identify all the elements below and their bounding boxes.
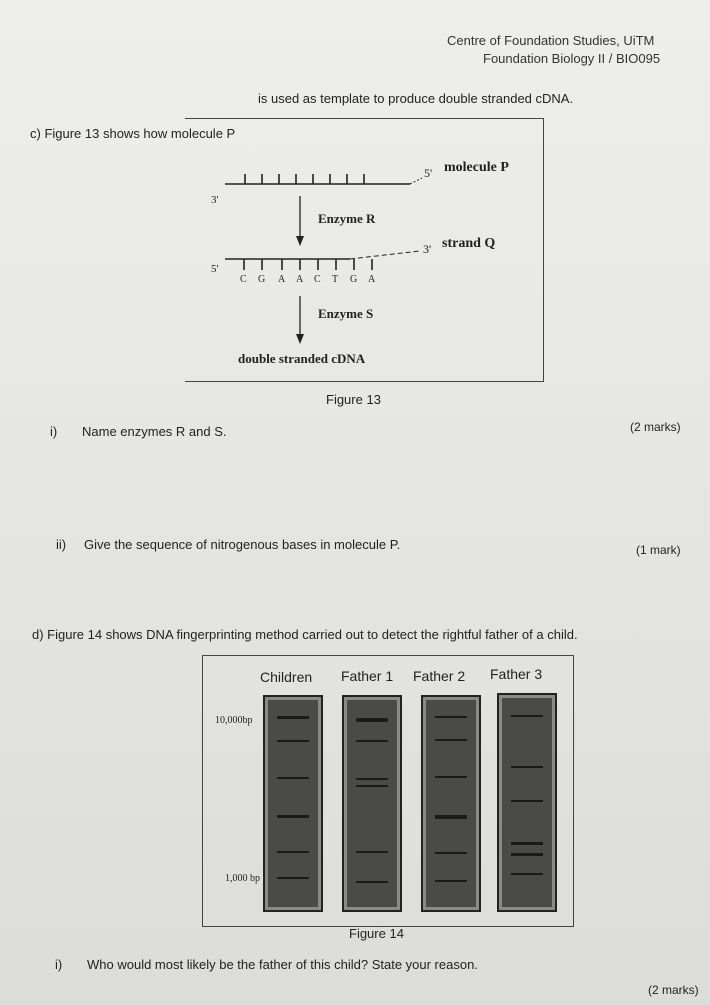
gel-lane-children [264,696,322,911]
base-6: T [332,274,339,285]
lane-label-father-1: Father 1 [341,668,394,684]
c-i-marks: (2 marks) [630,420,681,434]
marker-1000bp: 1,000 bp [225,873,260,884]
part-d-intro: d) Figure 14 shows DNA fingerprinting method carried out to detect the rightful father of a child. [32,627,578,642]
header-line-2: Foundation Biology II / BIO095 [483,51,661,66]
d-i-text: Who would most likely be the father of this child? State your reason. [87,957,478,972]
strand-q-end-3: 3' [423,242,432,256]
marker-10000bp: 10,000bp [215,715,253,726]
part-c-lead: c) Figure 13 shows how molecule P [30,126,236,141]
strand-q-label: strand Q [442,236,496,251]
d-i-number: i) [55,957,63,972]
lane-label-father-3: Father 3 [490,666,543,682]
base-1: C [240,274,247,285]
enzyme-s-label: Enzyme S [318,306,374,321]
part-c-intro: is used as template to produce double stranded cDNA. [258,91,574,106]
c-ii-number: ii) [56,537,67,552]
molecule-p-label: molecule P [444,160,509,175]
lane-label-father-2: Father 2 [413,668,466,684]
base-8: A [368,274,376,285]
molecule-p-end-3: 3' [211,194,219,206]
header-line-1: Centre of Foundation Studies, UiTM [447,33,655,48]
base-7: G [350,274,358,285]
figure-14-caption: Figure 14 [349,926,404,941]
gel-lane-father-2 [422,696,480,911]
gel-lane-father-1 [343,696,401,911]
product-label: double stranded cDNA [238,351,366,366]
c-i-number: i) [50,424,58,439]
base-5: C [314,274,321,285]
base-3: A [278,274,286,285]
figure-13-caption: Figure 13 [326,392,381,407]
c-i-text: Name enzymes R and S. [82,424,227,439]
gel-lane-father-3 [498,694,556,911]
enzyme-r-label: Enzyme R [318,211,376,226]
c-ii-marks: (1 mark) [636,543,681,557]
molecule-p-end-5: 5' [424,166,433,180]
strand-q-end-5: 5' [211,263,219,275]
base-4: A [296,274,304,285]
base-2: G [258,274,266,285]
lane-label-children: Children [260,669,313,685]
c-ii-text: Give the sequence of nitrogenous bases in molecule P. [84,537,401,552]
d-i-marks: (2 marks) [648,983,699,997]
